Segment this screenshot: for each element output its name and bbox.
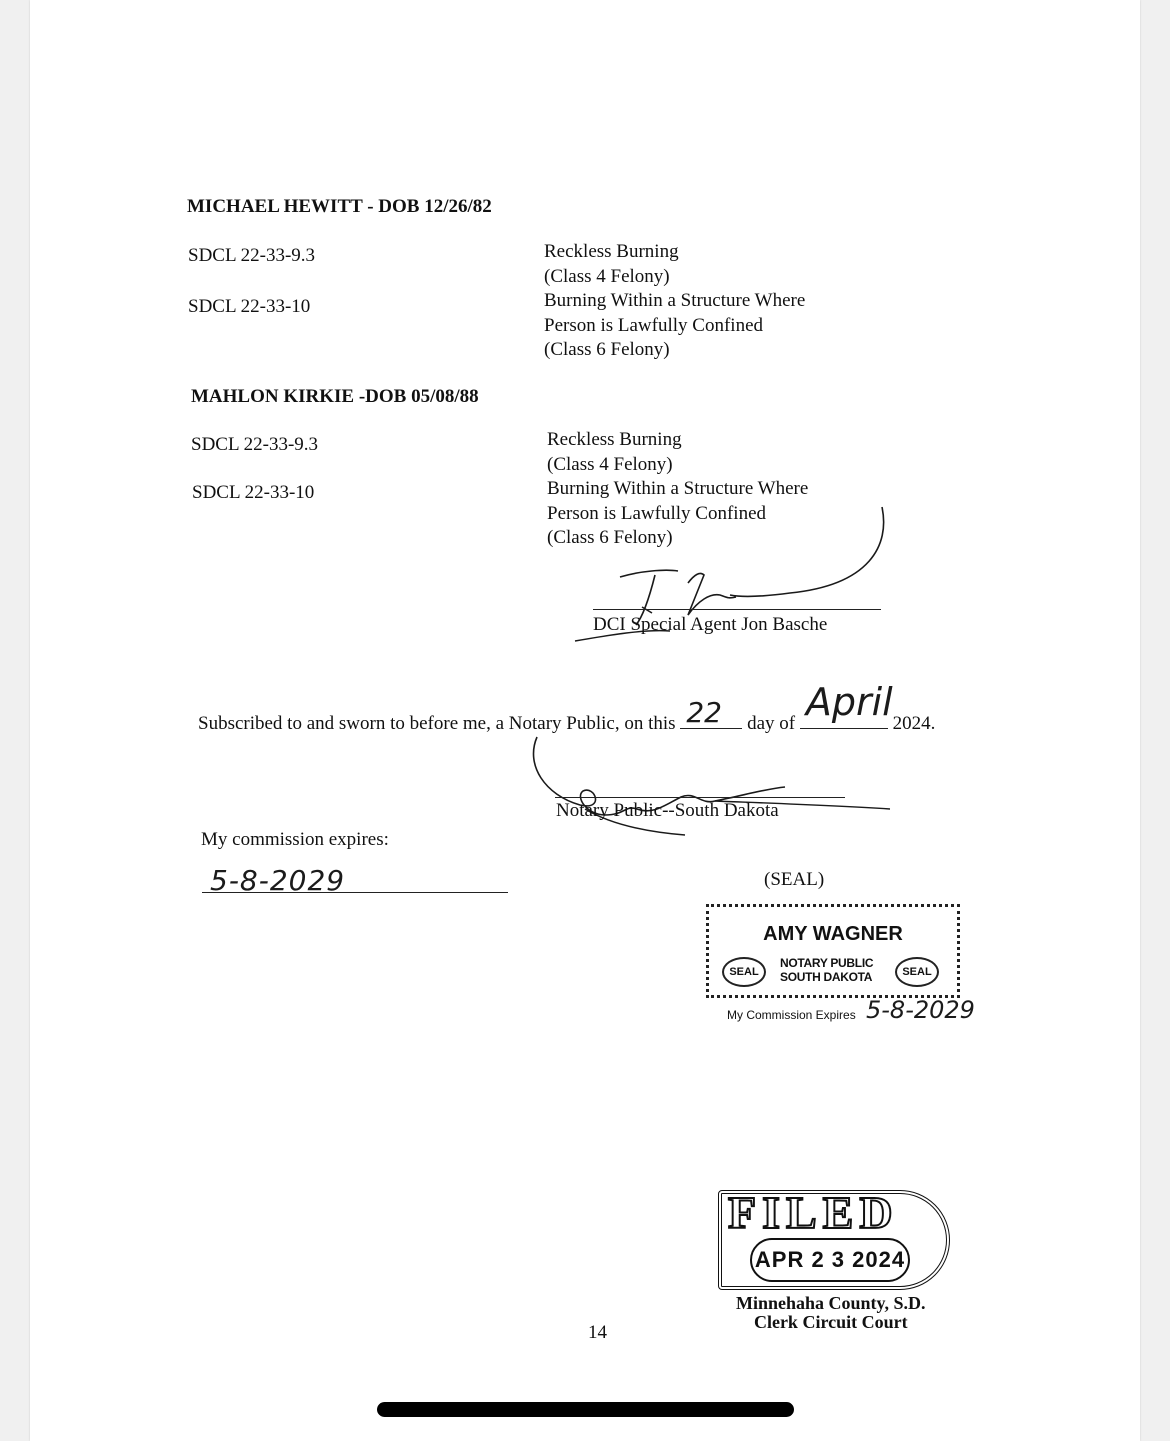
agent-signature-line: [593, 609, 881, 610]
charge-line: Person is Lawfully Confined: [547, 502, 767, 524]
charge-line: (Class 4 Felony): [547, 453, 673, 475]
notary-signature-label: Notary Public--South Dakota: [556, 800, 779, 821]
notary-stamp: [706, 904, 960, 998]
seal-label: (SEAL): [764, 869, 825, 890]
filed-stamp: [718, 1187, 958, 1300]
filed-stamp-word: FILED: [728, 1187, 899, 1238]
charge-line: Burning Within a Structure Where: [547, 478, 809, 499]
commission-date-line: [202, 892, 508, 893]
charge-line: Reckless Burning: [544, 241, 679, 262]
charge-code: SDCL 22-33-9.3: [188, 245, 316, 266]
oath-day-blank: [680, 696, 742, 729]
charge-line: Burning Within a Structure Where: [544, 290, 806, 311]
document-page: [30, 0, 1140, 1441]
page-number: 14: [588, 1322, 607, 1343]
notary-stamp-title: [780, 956, 873, 984]
filed-stamp-caption: [736, 1294, 926, 1332]
charge-code: SDCL 22-33-9.3: [191, 434, 319, 455]
notary-signature-line: [555, 797, 845, 798]
charge-line: Person is Lawfully Confined: [544, 314, 764, 336]
oath-month-handwritten: April: [805, 680, 893, 724]
notary-stamp-line1: NOTARY PUBLIC: [780, 956, 874, 970]
notary-stamp-expires-handwritten: 5-8-2029: [866, 996, 975, 1024]
notary-stamp-name: AMY WAGNER: [763, 923, 903, 945]
defendant-heading: MAHLON KIRKIE -DOB 05/08/88: [191, 386, 479, 407]
oath-middle: day of: [747, 713, 796, 734]
charge-line: Reckless Burning: [547, 429, 682, 450]
oath-day-handwritten: 22: [686, 696, 722, 729]
charge-line: (Class 4 Felony): [544, 265, 670, 287]
oath-prefix: Subscribed to and sworn to before me, a Notary Public, on this: [198, 713, 676, 734]
charge-line: (Class 6 Felony): [547, 527, 673, 548]
seal-emblem-left: SEAL: [722, 957, 766, 987]
commission-date-handwritten: 5-8-2029: [210, 864, 346, 897]
oath-month-blank: [800, 680, 893, 729]
home-indicator[interactable]: [377, 1402, 794, 1417]
charge-description: [544, 240, 805, 363]
agent-signature-label: DCI Special Agent Jon Basche: [593, 614, 828, 635]
defendant-heading: MICHAEL HEWITT - DOB 12/26/82: [187, 196, 492, 217]
filed-stamp-date: APR 2 3 2024: [750, 1238, 910, 1282]
charge-line: (Class 6 Felony): [544, 339, 670, 360]
oath-statement: [198, 680, 936, 735]
notary-stamp-expires-label: My Commission Expires: [727, 1008, 856, 1022]
seal-emblem-right: SEAL: [895, 957, 939, 987]
commission-label: My commission expires:: [201, 829, 389, 850]
filed-stamp-county: Minnehaha County, S.D.: [736, 1293, 926, 1313]
filed-stamp-office: Clerk Circuit Court: [753, 1312, 908, 1332]
oath-year: 2024.: [892, 713, 936, 734]
notary-stamp-line2: SOUTH DAKOTA: [780, 970, 873, 984]
charge-code: SDCL 22-33-10: [192, 482, 315, 503]
notary-signature: [525, 735, 895, 845]
charge-code: SDCL 22-33-10: [188, 296, 311, 317]
